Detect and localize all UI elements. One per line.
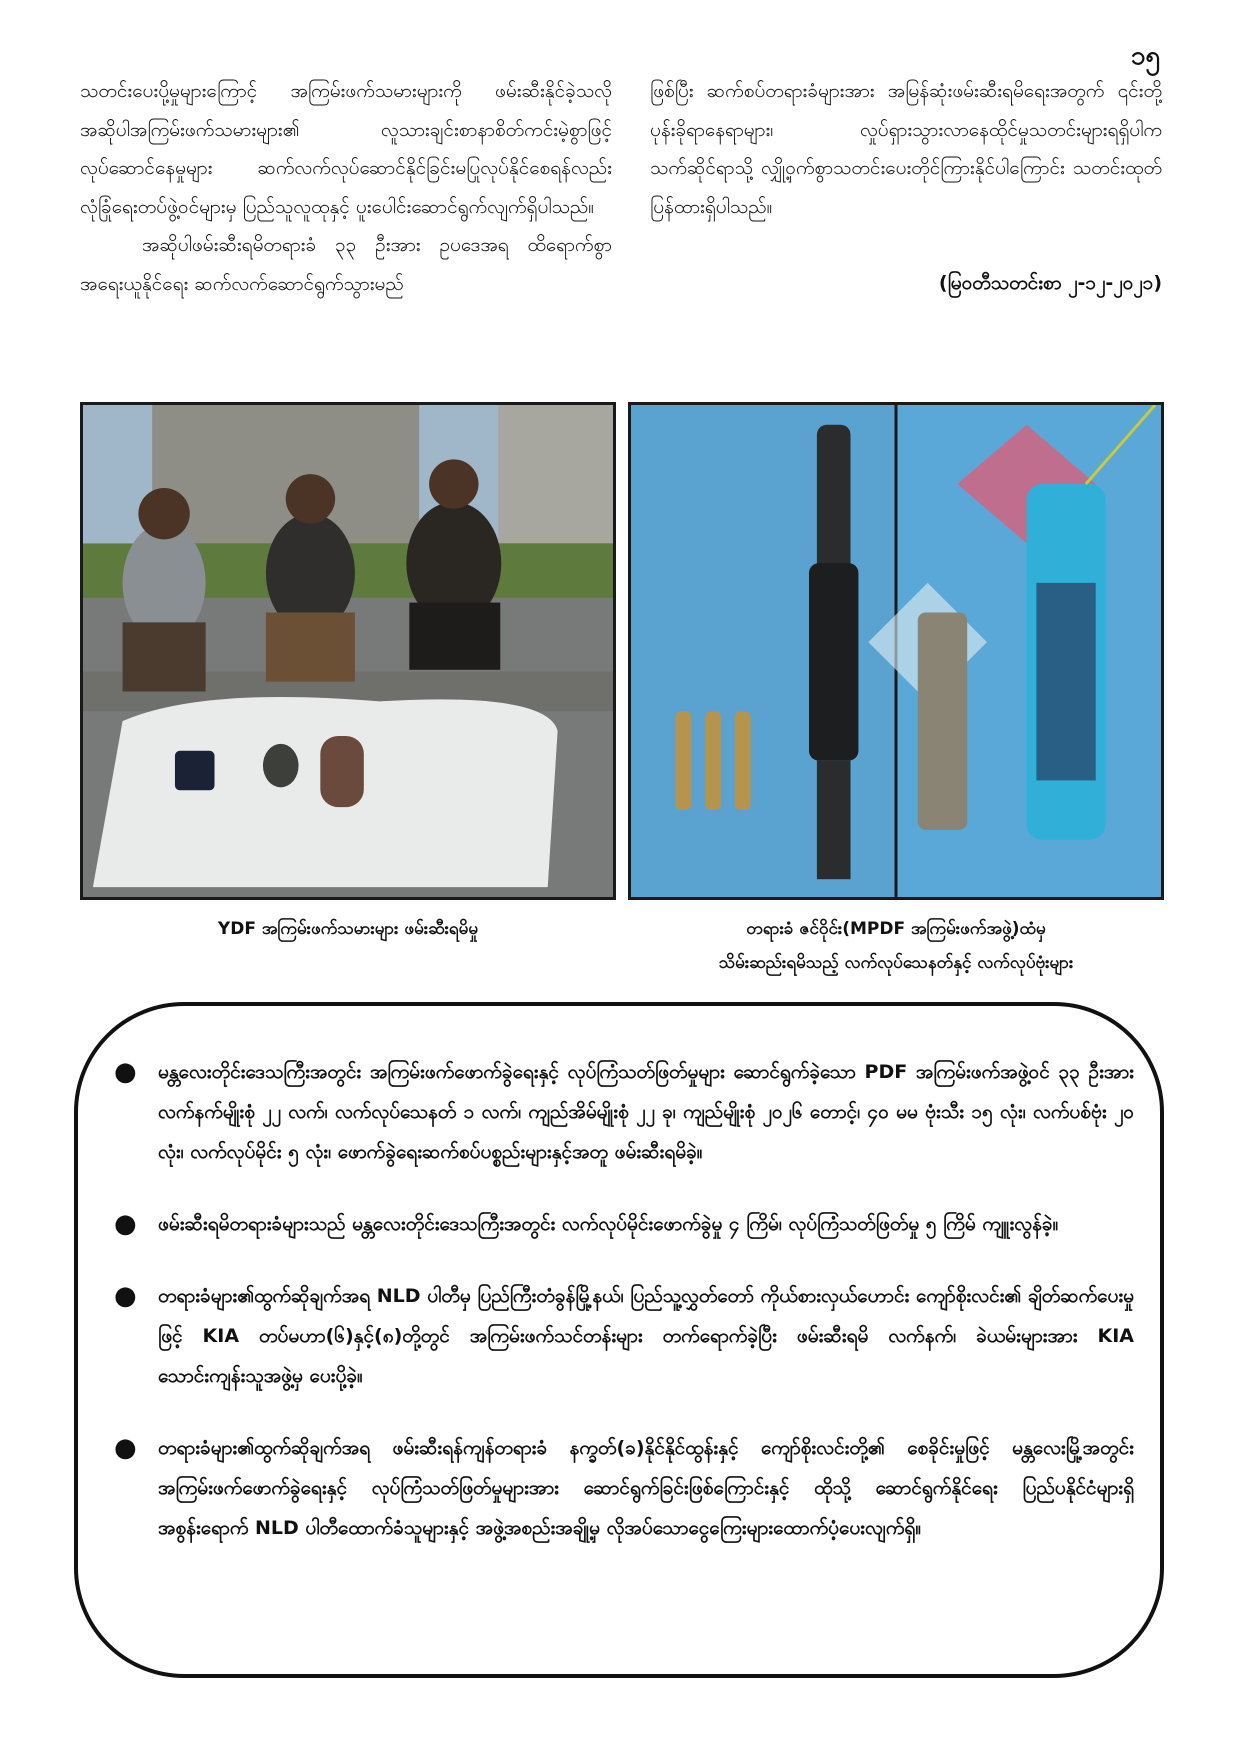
list-item xyxy=(114,1276,1134,1396)
article-left-column xyxy=(80,72,612,303)
bullet-icon: ● xyxy=(114,1281,137,1311)
bullet-icon: ● xyxy=(114,1433,137,1463)
summary-list xyxy=(114,1052,1134,1580)
bullet-icon: ● xyxy=(114,1057,137,1087)
weapons-photo-caption xyxy=(628,912,1164,980)
suspects-photo xyxy=(80,402,616,900)
weapons-caption-line-1: တရားခံ ဇင်ဝိုင်း(MPDF အကြမ်းဖက်အဖွဲ့)ထံမှ xyxy=(746,919,1046,939)
summary-text: မန္တလေးတိုင်းဒေသကြီးအတွင်း အကြမ်းဖက်ဖောက်ခွဲရေးနှင့် လုပ်ကြံသတ်ဖြတ်မှုများ ဆောင်ရွက်ခဲ့သော PDF အကြမ်းဖက်အဖွဲ့ဝင် ၃၃ ဦးအား လက်နက်မျိုးစုံ ၂၂ လက်၊ လက်လုပ်သေနတ် ၁ လက်၊ ကျည်အိမ်မျိုးစုံ ၂၂ ခု၊ ကျည်မျိုးစုံ ၂၀၂၆ တောင့်၊ ၄၀ မမ ဗုံးသီး ၁၅ လုံး၊ လက်ပစ်ဗုံး ၂၀ လုံး၊ လက်လုပ်မိုင်း ၅ လုံး၊ ဖောက်ခွဲရေးဆက်စပ်ပစ္စည်းများနှင့်အတူ ဖမ်းဆီးရမိခဲ့။ xyxy=(158,1061,1134,1163)
summary-text: တရားခံများ၏ထွက်ဆိုချက်အရ ဖမ်းဆီးရန်ကျန်တရားခံ နက္ခတ်(ခ)နိုင်နိုင်ထွန်းနှင့် ကျော်စိုးလင်းတို့၏ စေခိုင်းမှုဖြင့် မန္တလေးမြို့အတွင်း အကြမ်းဖက်ဖောက်ခွဲရေးနှင့် လုပ်ကြံသတ်ဖြတ်မှုများအား ဆောင်ရွက်ခြင်းဖြစ်ကြောင်းနှင့် ထိုသို့ ဆောင်ရွက်နိုင်ရေး ပြည်ပနိုင်ငံများရှိ အစွန်းရောက် NLD ပါတီထောက်ခံသူများနှင့် အဖွဲ့အစည်းအချို့မှ လိုအပ်သောငွေကြေးများထောက်ပံ့ပေးလျက်ရှိ။ xyxy=(158,1437,1134,1539)
suspects-photo-caption: YDF အကြမ်းဖက်သမားများ ဖမ်းဆီးရမိမှု xyxy=(217,919,479,939)
list-item xyxy=(114,1204,1134,1244)
article-paragraph: သတင်းပေးပို့မှုများကြောင့် အကြမ်းဖက်သမားများကို ဖမ်းဆီးနိုင်ခဲ့သလို အဆိုပါအကြမ်းဖက်သမားများ၏ လူသားချင်းစာနာစိတ်ကင်းမဲ့စွာဖြင့် လုပ်ဆောင်နေမှုများ ဆက်လက်လုပ်ဆောင်နိုင်ခြင်းမပြုလုပ်နိုင်စေရန်လည်း လုံခြုံရေးတပ်ဖွဲ့ဝင်များမှ ပြည်သူလူထုနှင့် ပူးပေါင်းဆောင်ရွက်လျက်ရှိပါသည်။ xyxy=(80,80,612,218)
summary-text: တရားခံများ၏ထွက်ဆိုချက်အရ NLD ပါတီမှ ပြည်ကြီးတံခွန်မြို့နယ်၊ ပြည်သူ့လွှတ်တော် ကိုယ်စားလှယ်ဟောင်း ကျော်စိုးလင်း၏ ချိတ်ဆက်ပေးမှုဖြင့် KIA တပ်မဟာ(၆)နှင့်(၈)တို့တွင် အကြမ်းဖက်သင်တန်းများ တက်ရောက်ခဲ့ပြီး ဖမ်းဆီးရမိ လက်နက်၊ ခဲယမ်းများအား KIA သောင်းကျန်းသူအဖွဲ့မှ ပေးပို့ခဲ့။ xyxy=(158,1285,1134,1387)
article-right-column xyxy=(650,72,1162,303)
article-source: (မြဝတီသတင်းစာ ၂-၁၂-၂၀၂၁) xyxy=(938,272,1162,294)
list-item xyxy=(114,1428,1134,1548)
list-item xyxy=(114,1052,1134,1172)
weapons-photo xyxy=(628,402,1164,900)
summary-text: ဖမ်းဆီးရမိတရားခံများသည် မန္တလေးတိုင်းဒေသကြီးအတွင်း လက်လုပ်မိုင်းဖောက်ခွဲမှု ၄ ကြိမ်၊ လုပ်ကြံသတ်ဖြတ်မှု ၅ ကြိမ် ကျူးလွန်ခဲ့။ xyxy=(158,1213,1059,1235)
weapons-caption-line-2: သိမ်းဆည်းရမိသည့် လက်လုပ်သေနတ်နှင့် လက်လုပ်ဗုံးများ xyxy=(718,953,1074,973)
bullet-icon: ● xyxy=(114,1209,137,1239)
page-number: ၁၅ xyxy=(1130,41,1160,71)
article-paragraph: ဖြစ်ပြီး ဆက်စပ်တရားခံများအား အမြန်ဆုံးဖမ်းဆီးရမိရေးအတွက် ၎င်းတို့ပုန်းခိုရာနေရာများ၊ လှုပ်ရှားသွားလာနေထိုင်မှုသတင်းများရရှိပါက သက်ဆိုင်ရာသို့ လျှို့ဝှက်စွာသတင်းပေးတိုင်ကြားနိုင်ပါကြောင်း သတင်းထုတ်ပြန်ထားရှိပါသည်။ xyxy=(650,80,1162,218)
article-paragraph: အဆိုပါဖမ်းဆီးရမိတရားခံ ၃၃ ဦးအား ဥပဒေအရ ထိရောက်စွာအရေးယူနိုင်ရေး ဆက်လက်ဆောင်ရွက်သွားမည် xyxy=(80,234,612,295)
